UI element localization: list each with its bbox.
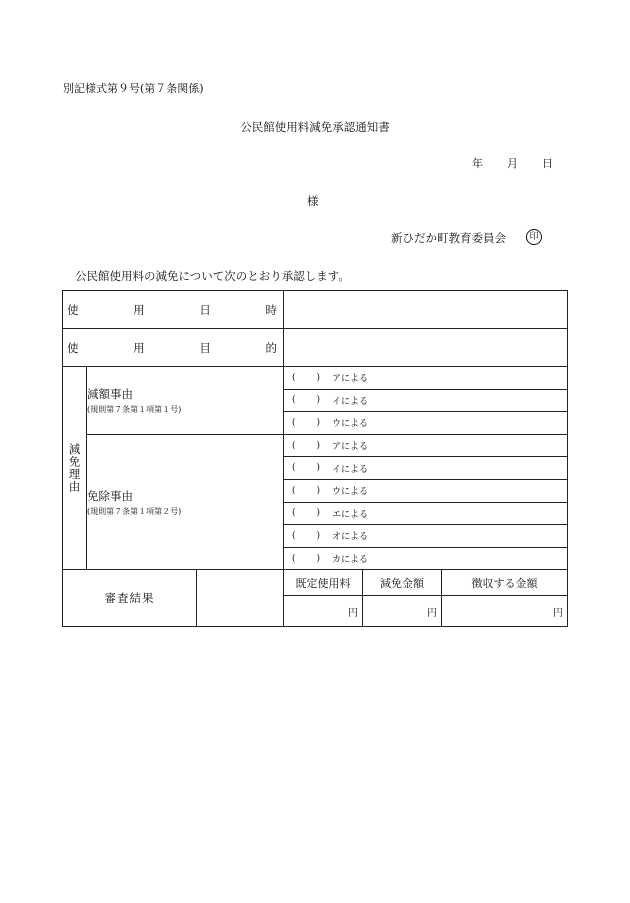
usage-datetime-label: 使 用 日 時 bbox=[63, 291, 284, 329]
exemption-option-ka[interactable]: ( ) カによる bbox=[284, 547, 568, 570]
usage-datetime-row bbox=[63, 291, 568, 329]
usage-datetime-field[interactable] bbox=[284, 291, 568, 329]
intro-text: 公民館使用料の減免について次のとおり承認します。 bbox=[75, 269, 350, 283]
reduction-title: 減額事由 bbox=[87, 386, 133, 401]
option-row bbox=[63, 434, 568, 457]
date-line bbox=[472, 155, 553, 171]
review-result-field[interactable] bbox=[197, 570, 284, 627]
exemption-reason-cell bbox=[87, 434, 284, 570]
reduction-option-a[interactable]: ( ) アによる bbox=[284, 367, 568, 390]
usage-purpose-label: 使 用 目 的 bbox=[63, 329, 284, 367]
exemption-option-e[interactable]: ( ) エによる bbox=[284, 502, 568, 525]
exemption-title: 免除事由 bbox=[87, 488, 133, 503]
date-year: 年 bbox=[472, 157, 483, 170]
exemption-note: (規則第７条第１項第２号) bbox=[87, 506, 182, 516]
reduction-option-i[interactable]: ( ) イによる bbox=[284, 389, 568, 412]
seal-mark: 印 bbox=[526, 229, 542, 245]
usage-purpose-field[interactable] bbox=[284, 329, 568, 367]
review-result-label: 審査結果 bbox=[63, 570, 197, 627]
exemption-option-o[interactable]: ( ) オによる bbox=[284, 525, 568, 548]
exemption-option-i[interactable]: ( ) イによる bbox=[284, 457, 568, 480]
exemption-option-u[interactable]: ( ) ウによる bbox=[284, 479, 568, 502]
reduction-amount-field[interactable]: 円 bbox=[363, 596, 442, 627]
date-day: 日 bbox=[542, 157, 553, 170]
standard-fee-header: 既定使用料 bbox=[284, 570, 363, 596]
reduction-reason-cell bbox=[87, 367, 284, 435]
issuer: 新ひだか町教育委員会 bbox=[391, 231, 506, 245]
reduction-form-table bbox=[62, 290, 568, 627]
reduction-option-u[interactable]: ( ) ウによる bbox=[284, 412, 568, 435]
document-title: 公民館使用料減免承認通知書 bbox=[240, 120, 390, 134]
reduction-amount-header: 減免金額 bbox=[363, 570, 442, 596]
standard-fee-field[interactable]: 円 bbox=[284, 596, 363, 627]
collected-amount-field[interactable]: 円 bbox=[442, 596, 568, 627]
usage-purpose-row bbox=[63, 329, 568, 367]
option-row bbox=[63, 367, 568, 390]
reduction-note: (規則第７条第１項第１号) bbox=[87, 404, 182, 414]
form-number: 別記様式第９号(第７条関係) bbox=[63, 82, 204, 95]
collected-amount-header: 徴収する金額 bbox=[442, 570, 568, 596]
date-month: 月 bbox=[507, 157, 518, 170]
fee-header-row bbox=[63, 570, 568, 596]
addressee: 様 bbox=[307, 194, 319, 208]
exemption-option-a[interactable]: ( ) アによる bbox=[284, 434, 568, 457]
reduction-reason-label: 減免理由 bbox=[63, 367, 87, 570]
